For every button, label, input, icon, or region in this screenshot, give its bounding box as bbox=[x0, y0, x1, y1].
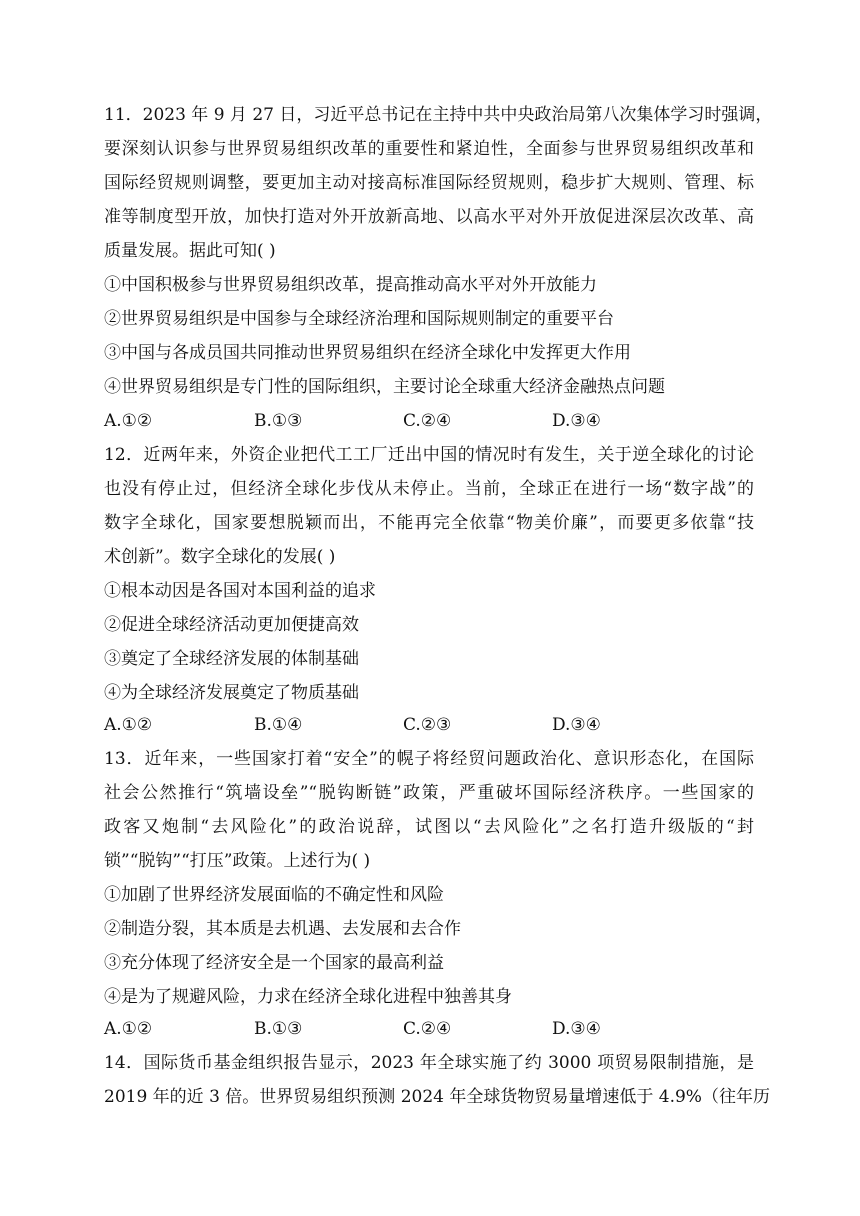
question-12-statement-1: ①根本动因是各国对本国利益的追求 bbox=[104, 581, 376, 601]
question-13-option-d: D.③④ bbox=[552, 1019, 601, 1039]
question-11-statement-4: ④世界贸易组织是专门性的国际组织，主要讨论全球重大经济金融热点问题 bbox=[104, 377, 665, 397]
question-12-option-d: D.③④ bbox=[552, 715, 601, 735]
question-12-line-3: 数字全球化，国家要想脱颖而出，不能再完全依靠“物美价廉”，而要更多依靠“技 bbox=[104, 513, 754, 533]
question-13-line-1: 13．近年来，一些国家打着“安全”的幌子将经贸问题政治化、意识形态化，在国际 bbox=[104, 749, 754, 769]
question-13-option-b: B.①③ bbox=[254, 1019, 303, 1039]
question-12-line-4: 术创新”。数字全球化的发展( ) bbox=[104, 547, 336, 567]
question-11-line-2: 要深刻认识参与世界贸易组织改革的重要性和紧迫性，全面参与世界贸易组织改革和 bbox=[104, 139, 754, 159]
question-13-statement-3: ③充分体现了经济安全是一个国家的最高利益 bbox=[104, 953, 444, 973]
question-12-line-2: 也没有停止过，但经济全球化步伐从未停止。当前，全球正在进行一场“数字战”的 bbox=[104, 479, 754, 499]
question-13-statement-2: ②制造分裂，其本质是去机遇、去发展和去合作 bbox=[104, 919, 461, 939]
question-13-line-3: 政客又炮制“去风险化”的政治说辞，试图以“去风险化”之名打造升级版的“封 bbox=[104, 817, 754, 837]
question-11-line-5: 质量发展。据此可知( ) bbox=[104, 241, 276, 261]
question-11-statement-3: ③中国与各成员国共同推动世界贸易组织在经济全球化中发挥更大作用 bbox=[104, 343, 631, 363]
question-11-line-3: 国际经贸规则调整，要更加主动对接高标准国际经贸规则，稳步扩大规则、管理、标 bbox=[104, 173, 754, 193]
question-11-line-4: 准等制度型开放，加快打造对外开放新高地、以高水平对外开放促进深层次改革、高 bbox=[104, 207, 754, 227]
question-11-statement-1: ①中国积极参与世界贸易组织改革，提高推动高水平对外开放能力 bbox=[104, 275, 597, 295]
question-14-line-1: 14．国际货币基金组织报告显示，2023 年全球实施了约 3000 项贸易限制措施，是 bbox=[104, 1053, 754, 1073]
question-13-statement-1: ①加剧了世界经济发展面临的不确定性和风险 bbox=[104, 885, 444, 905]
question-12-statement-2: ②促进全球经济活动更加便捷高效 bbox=[104, 615, 359, 635]
question-11-option-a: A.①② bbox=[104, 411, 153, 431]
question-11-option-d: D.③④ bbox=[552, 411, 601, 431]
question-11-statement-2: ②世界贸易组织是中国参与全球经济治理和国际规则制定的重要平台 bbox=[104, 309, 614, 329]
question-12-statement-4: ④为全球经济发展奠定了物质基础 bbox=[104, 683, 359, 703]
question-13-option-c: C.②④ bbox=[403, 1019, 452, 1039]
question-12-line-1: 12．近两年来，外资企业把代工工厂迁出中国的情况时有发生，关于逆全球化的讨论 bbox=[104, 445, 754, 465]
question-13-line-4: 锁”“脱钩”“打压”政策。上述行为( ) bbox=[104, 851, 371, 871]
question-12-option-c: C.②③ bbox=[403, 715, 452, 735]
question-12-option-b: B.①④ bbox=[254, 715, 303, 735]
question-14-line-2: 2019 年的近 3 倍。世界贸易组织预测 2024 年全球货物贸易量增速低于 4.9%（往年历 bbox=[104, 1087, 770, 1107]
question-12-option-a: A.①② bbox=[104, 715, 153, 735]
question-11-option-b: B.①③ bbox=[254, 411, 303, 431]
question-12-statement-3: ③奠定了全球经济发展的体制基础 bbox=[104, 649, 359, 669]
question-13-option-a: A.①② bbox=[104, 1019, 153, 1039]
question-13-line-2: 社会公然推行“筑墙设垒”“脱钩断链”政策，严重破坏国际经济秩序。一些国家的 bbox=[104, 783, 754, 803]
question-13-statement-4: ④是为了规避风险，力求在经济全球化进程中独善其身 bbox=[104, 987, 512, 1007]
question-11-option-c: C.②④ bbox=[403, 411, 452, 431]
question-11-line-1: 11．2023 年 9 月 27 日，习近平总书记在主持中共中央政治局第八次集体学习时强调， bbox=[104, 105, 773, 125]
